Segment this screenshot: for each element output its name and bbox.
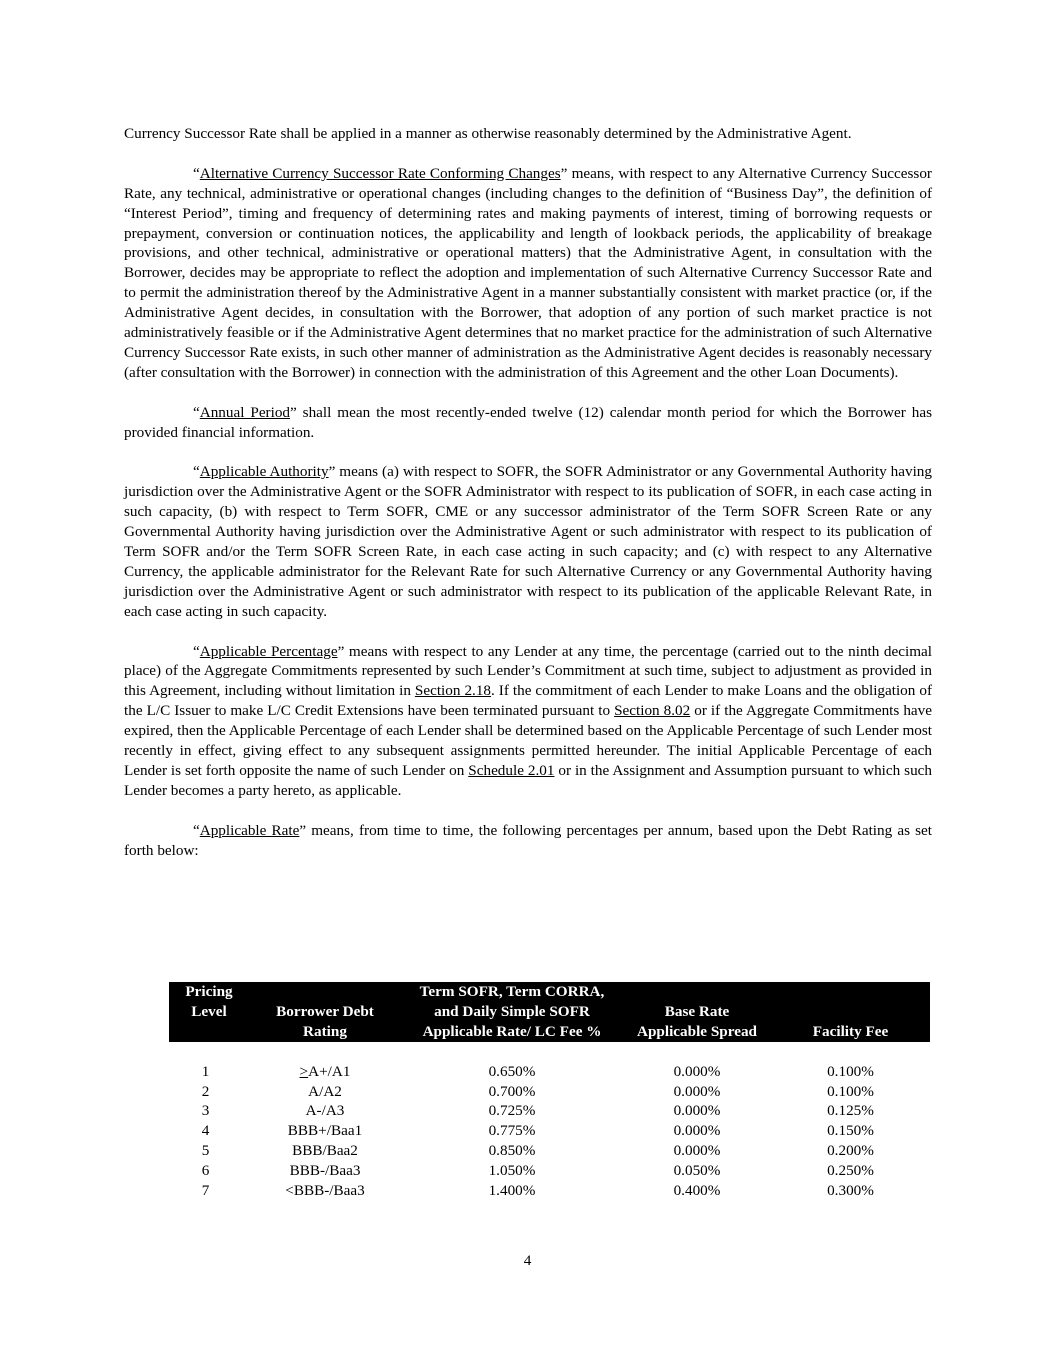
pricing-level-cell: 6 [201,1162,210,1180]
rating-cell: >A+/A1 [299,1062,351,1080]
open-quote: “ [193,642,200,660]
base-rate-cell: 0.000% [673,1062,721,1080]
applicable-rate-table [169,982,930,1201]
pricing-level-cell: 7 [201,1182,210,1200]
base-rate-cell: 0.050% [673,1162,721,1180]
term-rate-cell: 0.775% [488,1122,536,1140]
facility-fee-cell: 0.200% [827,1142,874,1160]
rating-cell: <BBB-/Baa3 [285,1182,365,1200]
greater-equal-symbol: > [299,1062,309,1080]
definition-applicable-authority [124,462,932,621]
facility-fee-cell: 0.150% [827,1122,874,1140]
table-row [169,1101,930,1121]
base-rate-cell: 0.000% [673,1142,721,1160]
definition-text: ” means, from time to time, the following percentages per annum, based upon the Debt Rating as set forth below: [124,821,932,859]
definition-applicable-rate [124,821,932,861]
facility-fee-cell: 0.250% [827,1162,874,1180]
pricing-level-cell: 4 [201,1122,210,1140]
facility-fee-cell: 0.125% [827,1102,874,1120]
base-rate-cell: 0.000% [673,1122,721,1140]
header-pricing-level: Pricing Level [185,983,233,1020]
section-reference: Section 2.18 [414,682,492,700]
definition-applicable-percentage [124,642,932,801]
definition-text: or if the Aggregate Commitments have expired, then the Applicable Percentage of each Lender shall be determined based on the Applicable Percentage of such Lender most recently in effect, giving effect to any subsequent assignments permitted hereunder. The initial Applicable Percentage of each Lender is set forth opposite the name of such Lender on [124,702,932,779]
table-row [169,1161,930,1181]
table-row [169,1181,930,1201]
rating-cell: A-/A3 [305,1102,345,1120]
defined-term: Annual Period [199,403,291,421]
header-base-rate-spread: Base Rate Applicable Spread [637,1002,757,1040]
table-row [169,1082,930,1102]
paragraph-continuation: Currency Successor Rate shall be applied in a manner as otherwise reasonably determined by the Administrative Agent. [124,125,852,142]
term-rate-cell: 0.700% [488,1082,536,1100]
facility-fee-cell: 0.300% [827,1182,874,1200]
term-rate-cell: 0.850% [488,1142,536,1160]
table-row [169,1141,930,1161]
schedule-reference: Schedule 2.01 [468,761,555,779]
rating-cell: BBB/Baa2 [292,1142,358,1160]
table-spacer [169,1042,930,1062]
definition-text: ” means (a) with respect to SOFR, the SOFR Administrator or any Governmental Authority having jurisdiction over the Administrative Agent or the SOFR Administrator with respect to its publication of SOFR, in each case acting in such capacity, (b) with respect to Term SOFR, CME or any successor administrator of the Term SOFR Screen Rate or any Governmental Authority having jurisdiction over the Administrative Agent or such administrator with respect to its publication of Term SOFR and/or the Term SOFR Screen Rate, in each case acting in such capacity; and (c) with respect to any Alternative Currency, the applicable administrator for the Relevant Rate for such Alternative Currency or any Governmental Authority having jurisdiction over the Administrative Agent or such administrator with respect to its publication of the applicable Relevant Rate, in each case acting in such capacity. [124,463,932,620]
definition-text: or in the Assignment and Assumption pursuant to which such Lender becomes a party hereto, as applicable. [124,761,933,799]
base-rate-cell: 0.000% [673,1102,721,1120]
definition-conforming-changes [124,164,932,383]
term-rate-cell: 0.650% [488,1062,536,1080]
pricing-level-cell: 5 [201,1142,210,1160]
defined-term: Applicable Rate [199,821,300,839]
document-body [124,124,932,880]
term-rate-cell: 1.400% [488,1182,536,1200]
table-row [169,1062,930,1082]
definition-annual-period [124,403,932,443]
header-borrower-debt-rating: Borrower Debt Rating [276,1002,374,1040]
facility-fee-cell: 0.100% [827,1062,874,1080]
header-facility-fee: Facility Fee [812,1022,889,1040]
defined-term: Applicable Percentage [199,642,338,660]
page-number: 4 [523,1252,532,1269]
rating-cell: A/A2 [308,1082,342,1100]
open-quote: “ [193,821,200,839]
pricing-level-cell: 2 [201,1082,210,1100]
header-term-sofr-rate: Term SOFR, Term CORRA, and Daily Simple SOFR Applicable Rate/ LC Fee % [419,983,605,1040]
base-rate-cell: 0.000% [673,1082,721,1100]
term-rate-cell: 1.050% [488,1162,536,1180]
facility-fee-cell: 0.100% [827,1082,874,1100]
term-rate-cell: 0.725% [488,1102,536,1120]
open-quote: “ [193,403,200,421]
definition-text: . If the commitment of each Lender to make Loans and the obligation of the L/C Issuer to make L/C Credit Extensions have been terminated pursuant to [124,682,933,720]
definition-text: ” shall mean the most recently-ended twelve (12) calendar month period for which the Borrower has provided financial information. [124,403,932,441]
open-quote: “ [193,164,200,182]
open-quote: “ [193,463,200,481]
definition-text: ” means with respect to any Lender at any time, the percentage (carried out to the ninth decimal place) of the Aggregate Commitments represented by such Lender’s Commitment at such time, subject to adjustment as provided in this Agreement, including without limitation in [124,642,932,700]
rating-cell: BBB+/Baa1 [287,1122,363,1140]
pricing-level-cell: 3 [201,1102,210,1120]
rating-cell: BBB-/Baa3 [289,1162,361,1180]
table-row [169,1121,930,1141]
table-header-row [169,982,930,1042]
defined-term: Applicable Authority [199,463,329,481]
base-rate-cell: 0.400% [673,1182,721,1200]
definition-text: ” means, with respect to any Alternative Currency Successor Rate, any technical, administrative or operational changes (including changes to the definition of “Business Day”, the definition of “Interest Period”, timing and frequency of determining rates and making payments of interest, timing of borrowing requests or prepayment, conversion or continuation notices, the applicability and length of lookback periods, the applicability of breakage provisions, and other technical, administrative or operational matters) that the Administrative Agent, in consultation with the Borrower, decides may be appropriate to reflect the adoption and implementation of such Alternative Currency Successor Rate and to permit the administration thereof by the Administrative Agent in a manner substantially consistent with market practice (or, if the Administrative Agent decides, in consultation with the Borrower, that adoption of any portion of such market practice is not administratively feasible or if the Administrative Agent determines that no market practice for the administration of such Alternative Currency Successor Rate exists, in such other manner of administration as the Administrative Agent decides is reasonably necessary (after consultation with the Borrower) in connection with the administration of this Agreement and the other Loan Documents). [124,164,932,381]
defined-term: Alternative Currency Successor Rate Conforming Changes [199,164,561,182]
section-reference: Section 8.02 [614,702,691,720]
pricing-level-cell: 1 [201,1062,210,1080]
